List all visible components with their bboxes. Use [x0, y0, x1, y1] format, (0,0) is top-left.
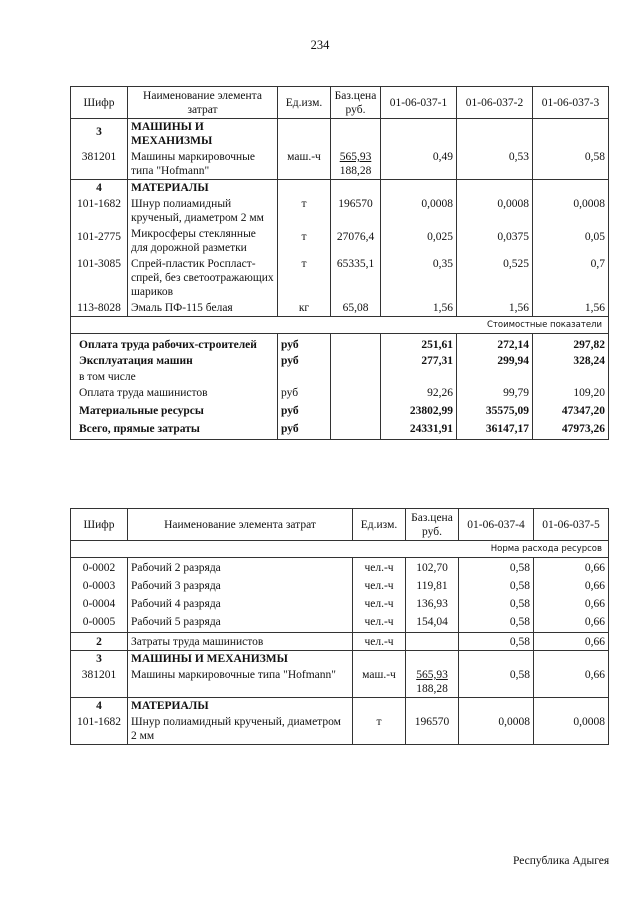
table-row — [71, 612, 609, 633]
section-number: 2 — [71, 633, 128, 651]
row-price: 119,81 — [406, 576, 459, 594]
row-price: 27076,4 — [331, 226, 381, 256]
row-value: 0,66 — [534, 667, 609, 698]
caption-row — [71, 317, 609, 334]
row-name: Спрей-пластик Роспласт-спрей, без светоотражающих шариков — [128, 256, 278, 300]
row-value: 0,66 — [534, 612, 609, 633]
col-header-price: Баз.цена руб. — [331, 87, 381, 119]
resource-table-2 — [70, 508, 609, 745]
row-name: Эмаль ПФ-115 белая — [128, 300, 278, 317]
resource-table-1 — [70, 86, 609, 440]
section-title: МАТЕРИАЛЫ — [128, 180, 278, 197]
cost-row — [71, 369, 609, 385]
section-number: 4 — [71, 180, 128, 197]
row-code: 0-0004 — [71, 594, 128, 612]
row-value: 0,58 — [459, 594, 534, 612]
row-name: Рабочий 3 разряда — [128, 576, 353, 594]
cost-value: 99,79 — [457, 385, 533, 401]
row-unit: кг — [278, 300, 331, 317]
row-unit: чел.-ч — [353, 594, 406, 612]
col-header-3: 01-06-037-3 — [533, 87, 609, 119]
row-name: Машины маркировочные типа "Hofmann" — [128, 667, 353, 698]
col-header-price: Баз.цена руб. — [406, 509, 459, 541]
row-value: 0,66 — [534, 558, 609, 577]
cost-row — [71, 385, 609, 401]
cost-unit: руб — [278, 385, 331, 401]
cost-row — [71, 419, 609, 440]
row-unit: т — [278, 196, 331, 226]
cost-name: Оплата труда рабочих-строителей — [71, 334, 278, 354]
cost-unit: руб — [278, 401, 331, 419]
cost-name: Оплата труда машинистов — [71, 385, 278, 401]
row-value: 0,58 — [459, 558, 534, 577]
cost-unit: руб — [278, 334, 331, 354]
section-number: 3 — [71, 651, 128, 668]
row-value: 0,53 — [457, 149, 533, 180]
table-row — [71, 633, 609, 651]
row-value: 0,0008 — [533, 196, 609, 226]
section-row — [71, 651, 609, 668]
cost-name: Всего, прямые затраты — [71, 419, 278, 440]
row-name: Рабочий 5 разряда — [128, 612, 353, 633]
row-value: 0,58 — [459, 576, 534, 594]
page-number: 234 — [310, 38, 330, 52]
row-value: 0,0008 — [457, 196, 533, 226]
row-code: 101-2775 — [71, 226, 128, 256]
row-unit: т — [278, 256, 331, 300]
row-name: Рабочий 4 разряда — [128, 594, 353, 612]
section-number: 3 — [71, 119, 128, 150]
row-value: 0,0375 — [457, 226, 533, 256]
cost-value: 277,31 — [381, 353, 457, 369]
row-name: Машины маркировочные типа "Hofmann" — [128, 149, 278, 180]
cost-row — [71, 334, 609, 354]
col-header-2: 01-06-037-2 — [457, 87, 533, 119]
cost-value: 24331,91 — [381, 419, 457, 440]
row-price: 65335,1 — [331, 256, 381, 300]
row-value: 0,0008 — [381, 196, 457, 226]
row-name: Шнур полиамидный крученый, диаметром 2 мм — [128, 196, 278, 226]
col-header-unit: Ед.изм. — [278, 87, 331, 119]
table-row — [71, 226, 609, 256]
table-row — [71, 196, 609, 226]
caption-row — [71, 541, 609, 558]
price-value-2: 188,28 — [339, 165, 372, 177]
row-unit: чел.-ч — [353, 558, 406, 577]
row-value: 0,49 — [381, 149, 457, 180]
cost-value: 92,26 — [381, 385, 457, 401]
price-value: 565,93 — [416, 669, 448, 681]
cost-row — [71, 401, 609, 419]
cost-value: 35575,09 — [457, 401, 533, 419]
cost-name: Эксплуатация машин — [71, 353, 278, 369]
row-code: 381201 — [71, 667, 128, 698]
section-title: МАШИНЫ И МЕХАНИЗМЫ — [128, 119, 278, 150]
section-row — [71, 698, 609, 715]
row-value: 1,56 — [457, 300, 533, 317]
row-value: 0,66 — [534, 594, 609, 612]
cost-unit: руб — [278, 353, 331, 369]
section-row — [71, 180, 609, 197]
row-value: 0,05 — [533, 226, 609, 256]
section-row — [71, 119, 609, 150]
row-price: 154,04 — [406, 612, 459, 633]
section-title: МАТЕРИАЛЫ — [128, 698, 353, 715]
row-code: 101-1682 — [71, 714, 128, 745]
cost-value: 297,82 — [533, 334, 609, 354]
col-header-5: 01-06-037-5 — [534, 509, 609, 541]
table-header — [71, 509, 609, 541]
table-row — [71, 667, 609, 698]
table-header — [71, 87, 609, 119]
table-row — [71, 594, 609, 612]
section-title: МАШИНЫ И МЕХАНИЗМЫ — [128, 651, 353, 668]
table-row — [71, 714, 609, 745]
cost-value: 47347,20 — [533, 401, 609, 419]
row-value: 0,0008 — [534, 714, 609, 745]
col-header-1: 01-06-037-1 — [381, 87, 457, 119]
row-code: 381201 — [71, 149, 128, 180]
cost-value: 47973,26 — [533, 419, 609, 440]
row-code: 101-3085 — [71, 256, 128, 300]
row-unit: чел.-ч — [353, 576, 406, 594]
cost-value: 328,24 — [533, 353, 609, 369]
price-value: 565,93 — [339, 151, 372, 163]
row-name: Шнур полиамидный крученый, диаметром 2 мм — [128, 714, 353, 745]
row-price: 196570 — [331, 196, 381, 226]
row-value: 0,66 — [534, 576, 609, 594]
row-value: 0,525 — [457, 256, 533, 300]
cost-name: Материальные ресурсы — [71, 401, 278, 419]
row-price — [406, 667, 459, 698]
price-value-2: 188,28 — [416, 683, 448, 695]
row-price: 196570 — [406, 714, 459, 745]
cost-row — [71, 353, 609, 369]
row-value: 0,35 — [381, 256, 457, 300]
row-code: 0-0005 — [71, 612, 128, 633]
row-code: 101-1682 — [71, 196, 128, 226]
cost-value: 299,94 — [457, 353, 533, 369]
col-header-name: Наименование элемента затрат — [128, 509, 353, 541]
cost-name: в том числе — [71, 369, 278, 385]
row-value: 1,56 — [533, 300, 609, 317]
row-price: 65,08 — [331, 300, 381, 317]
col-header-unit: Ед.изм. — [353, 509, 406, 541]
row-name: Рабочий 2 разряда — [128, 558, 353, 577]
col-header-code: Шифр — [71, 87, 128, 119]
col-header-name: Наименование элемента затрат — [128, 87, 278, 119]
row-unit: т — [278, 226, 331, 256]
row-unit: т — [353, 714, 406, 745]
footer-region: Республика Адыгея — [513, 855, 610, 867]
col-header-4: 01-06-037-4 — [459, 509, 534, 541]
row-value: 0,58 — [459, 667, 534, 698]
row-value: 0,58 — [459, 633, 534, 651]
cost-caption: Стоимостные показатели — [71, 317, 609, 334]
row-value: 1,56 — [381, 300, 457, 317]
row-price: 102,70 — [406, 558, 459, 577]
row-value: 0,7 — [533, 256, 609, 300]
row-value: 0,0008 — [459, 714, 534, 745]
table-row — [71, 558, 609, 577]
cost-value: 23802,99 — [381, 401, 457, 419]
cost-value: 272,14 — [457, 334, 533, 354]
row-name: Микросферы стеклянные для дорожной разметки — [128, 226, 278, 256]
row-price: 136,93 — [406, 594, 459, 612]
row-code: 0-0002 — [71, 558, 128, 577]
table-row — [71, 256, 609, 300]
cost-value: 36147,17 — [457, 419, 533, 440]
row-unit: маш.-ч — [353, 667, 406, 698]
col-header-code: Шифр — [71, 509, 128, 541]
cost-value: 109,20 — [533, 385, 609, 401]
cost-unit: руб — [278, 419, 331, 440]
row-unit: чел.-ч — [353, 633, 406, 651]
norm-caption: Норма расхода ресурсов — [71, 541, 609, 558]
row-unit: чел.-ч — [353, 612, 406, 633]
table-row — [71, 300, 609, 317]
row-unit: маш.-ч — [278, 149, 331, 180]
row-value: 0,58 — [533, 149, 609, 180]
row-code: 113-8028 — [71, 300, 128, 317]
row-name: Затраты труда машинистов — [128, 633, 353, 651]
section-number: 4 — [71, 698, 128, 715]
table-row — [71, 576, 609, 594]
row-value: 0,66 — [534, 633, 609, 651]
row-code: 0-0003 — [71, 576, 128, 594]
row-value: 0,025 — [381, 226, 457, 256]
table-row — [71, 149, 609, 180]
cost-value: 251,61 — [381, 334, 457, 354]
row-value: 0,58 — [459, 612, 534, 633]
row-price — [331, 149, 381, 180]
